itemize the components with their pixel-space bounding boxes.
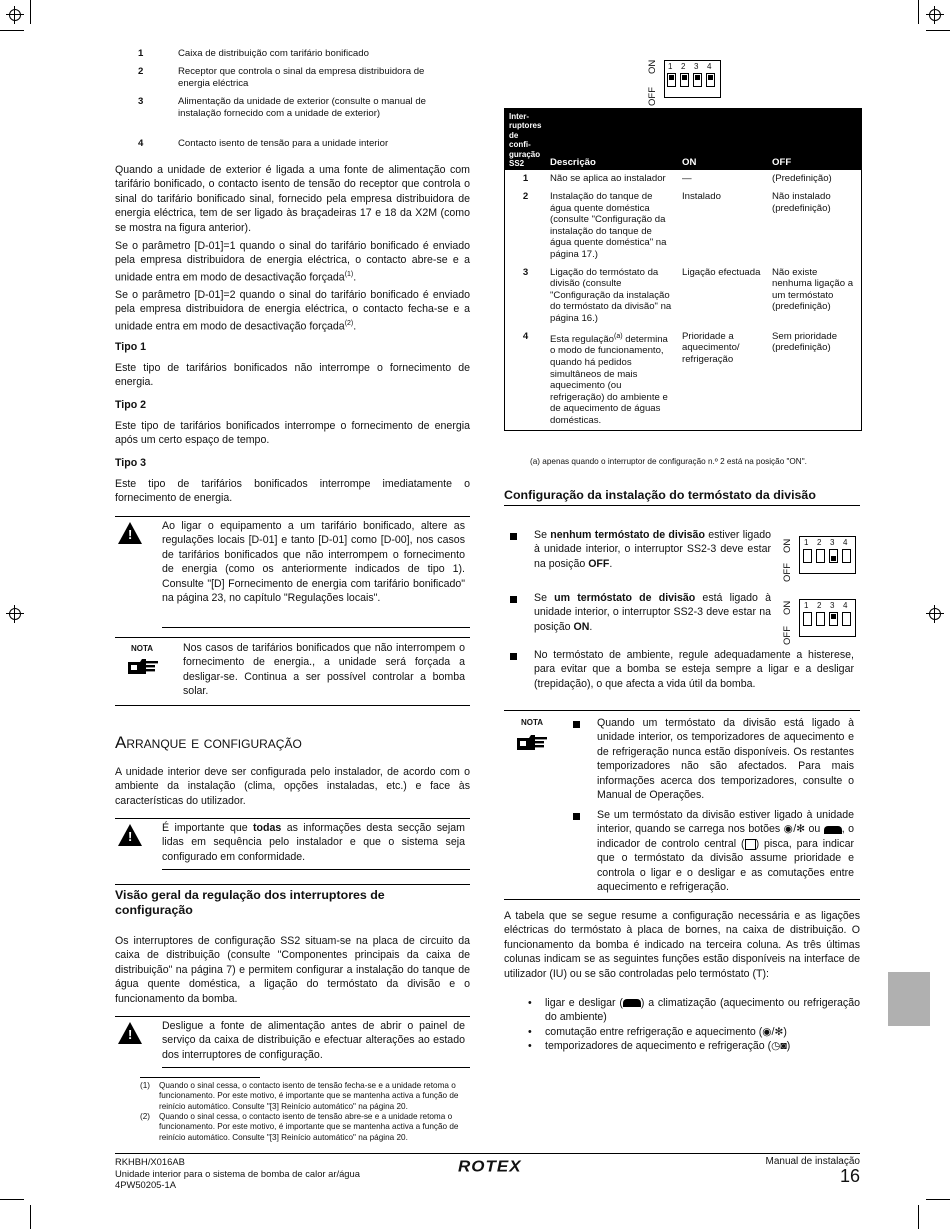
table-cell: Instalado — [682, 191, 721, 203]
list-text: Contacto isento de tensão para a unidade interior — [178, 138, 389, 149]
warning-icon: ! — [118, 824, 142, 846]
switch-number: 1 — [668, 62, 673, 71]
switch-number: 3 — [830, 538, 835, 547]
table-cell: Ligação efectuada — [682, 266, 761, 278]
brand-logo: ROTEX — [458, 1158, 522, 1176]
text-part: temporizadores de aquecimento e refrigeração ( — [545, 1040, 772, 1053]
section-title: Arranque e configuração — [115, 733, 302, 752]
switch-toggle — [816, 549, 825, 563]
list-number: 1 — [138, 48, 144, 59]
divider — [115, 1016, 470, 1017]
footnote-ref: (2) — [344, 319, 354, 327]
nota-text: Nos casos de tarifários bonificados que não interrompem o fornecimento de energia., a unidade será forçada a desligar-se. Continua a ser possível controlar a bomba solar. — [183, 642, 465, 698]
footnote-text: Quando o sinal cessa, o contacto isento de tensão fecha-se e a unidade retoma o funcionamento. Por este motivo, é importante que se mantenha activa a função de reinício automático. Consulte "[3] Reinício automático" na página 20. — [159, 1081, 459, 1111]
table-cell: Prioridade a aquecimento/ refrigeração — [682, 330, 740, 365]
warning-text-bold: todas — [253, 822, 282, 834]
tipo1-text: Este tipo de tarifários bonificados não interrompe o fornecimento de energia. — [115, 362, 470, 389]
divider — [504, 710, 860, 711]
warning-text-part: as informações desta secção sejam lidas em sequência pelo instalador e que o sistema seja configurado em conformidade. — [162, 822, 465, 863]
text-part: . — [609, 557, 613, 570]
list-text: Alimentação da unidade de exterior (consulte o manual de instalação fornecido com a unidade de exterior) — [178, 96, 426, 119]
switch-number: 1 — [804, 538, 809, 547]
paragraph-text: Se o parâmetro [D-01]=1 quando o sinal do tarifário bonificado é enviado pela empresa distribuidora de energia eléctrica, o contacto abre-se e a unidade entra em modo de desactivação forçada — [115, 240, 470, 284]
dip-switch-on-diagram — [799, 599, 856, 637]
table-cell: — — [682, 173, 692, 185]
page-number: 16 — [839, 1166, 860, 1186]
table-cell: Não instalado (predefinição) — [772, 191, 831, 214]
table-cell: Sem prioridade (predefinição) — [772, 330, 838, 354]
chapter-tab-marker — [888, 972, 930, 1026]
nota-label: NOTA — [130, 644, 154, 653]
list-number: 3 — [138, 96, 144, 107]
dip-switch-diagram — [664, 60, 721, 98]
nota-text — [597, 808, 854, 894]
central-control-icon — [745, 839, 756, 850]
footnote-mark: (2) — [140, 1112, 151, 1121]
config-table-wrap — [504, 108, 862, 431]
bullet-dot: • — [528, 997, 532, 1009]
footnote — [140, 1081, 470, 1112]
text-part: . — [589, 620, 593, 633]
text-bold: OFF — [588, 557, 610, 570]
trim-mark — [926, 1199, 950, 1200]
trim-mark — [926, 30, 950, 31]
footnote-ref: (a) — [614, 332, 623, 340]
switch-on-label: ON — [647, 59, 658, 74]
table-header: Inter-ruptores de confi-guração SS2 — [505, 108, 546, 170]
table-row — [505, 328, 861, 430]
cell-text: determina o modo de funcionamento, quando há pedidos simultâneos de mais aquecimento (ou refrigeração) do ambiente e de aquecimento de águas domésticas. — [550, 333, 668, 426]
pointing-hand-icon — [126, 656, 160, 676]
footnote-text: Quando o sinal cessa, o contacto isento de tensão abre-se e a unidade retoma o funcionamento. Por este motivo, é importante que se mantenha activa a função de reinício automático. Consulte "[3] Reinício automático" na página 20. — [159, 1112, 459, 1142]
bullet — [573, 721, 580, 728]
footnote-mark: (1) — [140, 1081, 151, 1090]
bullet-list — [528, 996, 860, 1054]
section-title: Configuração da instalação do termóstato da divisão — [504, 488, 816, 502]
switch-toggle — [816, 612, 825, 626]
text-part: Se — [534, 592, 555, 604]
bullet-text — [534, 591, 771, 634]
warning-icon: ! — [118, 522, 142, 544]
text-part: ) a climatização (aquecimento ou refrigeração do ambiente) — [545, 997, 861, 1024]
bullet — [510, 596, 517, 603]
warning-icon: ! — [118, 1022, 142, 1044]
table-header: Descrição — [546, 108, 678, 170]
divider — [162, 869, 470, 870]
table-cell: 2 — [522, 191, 529, 203]
switch-number: 3 — [694, 62, 699, 71]
pointing-hand-icon — [515, 732, 549, 752]
list-text: Caixa de distribuição com tarifário bonificado — [178, 48, 369, 59]
text-part: ou — [805, 823, 824, 836]
divider — [115, 637, 470, 638]
switch-toggle — [842, 612, 851, 626]
switch-toggle — [803, 549, 812, 563]
timer-icon: ◷◙ — [771, 1040, 787, 1053]
footer-manual: Manual de instalação — [765, 1156, 860, 1167]
bullet — [510, 653, 517, 660]
text-part: ) — [786, 1040, 791, 1053]
switch-toggle — [842, 549, 851, 563]
table-cell: Ligação do termóstato da divisão (consulte "Configuração da instalação do termóstato da divisão" na página 16.) — [550, 266, 672, 324]
text-bold: nenhum termóstato de divisão — [550, 529, 705, 541]
table-cell: Não existe nenhuma ligação a um termóstato (predefinição) — [772, 266, 854, 313]
on-off-button-icon — [824, 826, 842, 834]
text-part: Se um termóstato da divisão estiver ligado à unidade interior, quando se carrega nos botões — [597, 809, 854, 836]
switch-on-label: ON — [782, 538, 793, 553]
switch-number: 3 — [830, 601, 835, 610]
trim-mark — [0, 1199, 24, 1200]
text-part: ) pisca, para indicar que o termóstato da divisão assume prioridade e controla o ligar e o desligar e as comutações entre aquecimento e refrigeração. — [597, 837, 854, 894]
switch-number: 4 — [843, 538, 848, 547]
switch-toggle-ss2-3 — [829, 549, 838, 563]
trim-mark — [0, 30, 24, 31]
divider — [162, 1067, 470, 1068]
table-footnote: (a) apenas quando o interruptor de configuração n.º 2 está na posição "ON". — [530, 457, 807, 466]
divider — [115, 884, 470, 885]
list-item — [528, 1039, 860, 1053]
registration-mark-top-left — [6, 6, 24, 24]
table-header: OFF — [768, 108, 861, 170]
warning-text-part: É importante que — [162, 822, 254, 834]
tipo2-title: Tipo 2 — [115, 399, 147, 411]
warning-text: Desligue a fonte de alimentação antes de abrir o painel de serviço da caixa de distribuição e efectuar alterações ao estado dos interruptores de configuração. — [162, 1020, 465, 1061]
table-cell: 1 — [522, 173, 529, 185]
table-cell: (Predefinição) — [772, 173, 832, 185]
text-part: comutação entre refrigeração e aquecimento ( — [545, 1025, 763, 1038]
legend-list — [138, 48, 458, 152]
paragraph-text: Se o parâmetro [D-01]=2 quando o sinal do tarifário bonificado é enviado pela empresa distribuidora de energia eléctrica, o contacto fecha-se e a unidade entra em modo de desactivação forçada — [115, 289, 470, 333]
list-item — [528, 996, 860, 1025]
table-cell: Instalação do tanque de água quente doméstica (consulte "Configuração da instalação do tanque de água quente doméstica" na página 17.) — [550, 191, 667, 260]
warning-text — [162, 821, 465, 864]
trim-mark — [918, 0, 919, 24]
bullet — [510, 533, 517, 540]
text-bold: um termóstato de divisão — [554, 592, 696, 604]
switch-number: 4 — [843, 601, 848, 610]
table-cell: Não se aplica ao instalador — [550, 173, 666, 185]
paragraph: Os interruptores de configuração SS2 situam-se na placa de circuito da caixa de distribuição (consulte "Componentes principais da caixa de distribuição" na página 7) e permitem configurar a instalação do tanque de água quente doméstica, a ligação do termóstato da divisão e o funcionamento da bomba. — [115, 935, 470, 1005]
divider — [115, 516, 470, 517]
tipo3-title: Tipo 3 — [115, 457, 147, 469]
list-item — [138, 66, 458, 96]
heat-cool-icon: ◉/✻ — [783, 823, 806, 836]
trim-mark — [30, 1205, 31, 1229]
footer-docnum: 4PW50205-1A — [115, 1179, 176, 1191]
table-cell: 4 — [522, 330, 529, 342]
switch-number: 2 — [817, 601, 822, 610]
trim-mark — [918, 1205, 919, 1229]
switch-number: 1 — [804, 601, 809, 610]
dip-switch-off-diagram — [799, 536, 856, 574]
bullet — [573, 813, 580, 820]
list-item — [138, 48, 458, 66]
list-item — [528, 1025, 860, 1039]
footer-divider — [115, 1153, 860, 1154]
config-table — [505, 108, 861, 430]
heat-cool-icon: ◉/✻ — [762, 1025, 784, 1038]
switch-toggle — [667, 73, 676, 87]
switch-number: 4 — [707, 62, 712, 71]
footer-code: RKHBH/X016AB — [115, 1156, 185, 1167]
nota-label: NOTA — [520, 718, 544, 727]
paragraph: A tabela que se segue resume a configuração necessária e as ligações eléctricas do termóstato à placa de bornes, na caixa de distribuição. O funcionamento da bomba é indicado na terceira coluna. As três últimas colunas indicam se as seguintes funções estão disponíveis na interface de utilizador (IU) ou se são controladas pelo termóstato (T): — [504, 910, 860, 980]
tipo3-text: Este tipo de tarifários bonificados interrompe imediatamente o fornecimento de energia. — [115, 478, 470, 505]
registration-mark-mid-right — [926, 605, 944, 623]
list-number: 4 — [138, 138, 144, 149]
table-row — [505, 170, 861, 188]
paragraph: Quando a unidade de exterior é ligada a uma fonte de alimentação com tarifário bonificado, o contacto isento de tensão do receptor que controla o sinal do tarifário bonificado sinal, fornecido pela empresa distribuidora de energia eléctrica, tem de ser ligado às braçadeiras 17 e 18 da X2M (como se mostra na figura anterior). — [115, 164, 470, 234]
switch-toggle — [693, 73, 702, 87]
text-bold: ON — [573, 620, 590, 633]
table-header: ON — [678, 108, 768, 170]
divider — [115, 818, 470, 819]
divider — [162, 627, 470, 628]
list-text: Receptor que controla o sinal da empresa distribuidora de energia eléctrica — [178, 66, 425, 89]
table-cell — [546, 328, 678, 430]
paragraph: A unidade interior deve ser configurada pelo instalador, de acordo com o ambiente da instalação (clima, opções instaladas, etc.) e face às características do utilizador. — [115, 766, 470, 807]
text-part: estiver ligado à unidade interior, o interruptor SS2-3 deve estar na posição — [534, 529, 771, 570]
warning-text: Ao ligar o equipamento a um tarifário bonificado, altere as regulações locais [D-01] e tanto [D-01] como [D-00], nos casos de tarifários bonificados que não interrompem o fornecimento de energia (como os anteriormente indicados de tipo 1). Consulte "[D] Fornecimento de energia com tarifário bonificado" na página 23, no capítulo "Regulações locais". — [162, 520, 465, 605]
footer-product: Unidade interior para o sistema de bomba de calor ar/água — [115, 1167, 360, 1179]
bullet-dot: • — [528, 1040, 532, 1053]
switch-off-label: OFF — [647, 87, 658, 106]
table-cell: 3 — [522, 266, 529, 278]
paragraph: Se o parâmetro [D-01]=1 quando o sinal do tarifário bonificado é enviado pela empresa distribuidora de energia eléctrica, o contacto abre-se e a unidade entra em modo de desactivação forçada$^{(1)}$. — [115, 240, 470, 284]
text-part: ligar e desligar ( — [545, 997, 623, 1009]
registration-mark-top-right — [926, 6, 944, 24]
text-part: Se — [534, 529, 551, 541]
nota-text: Quando um termóstato da divisão está ligado à unidade interior, os temporizadores de aquecimento e de refrigeração nunca estão disponíveis. Os restantes temporizadores não são afectados. Para mais informações acerca dos temporizadores, consulte o Manual de Operações. — [597, 717, 854, 802]
switch-number: 2 — [681, 62, 686, 71]
divider — [115, 705, 470, 706]
tipo1-title: Tipo 1 — [115, 341, 147, 353]
table-row — [505, 188, 861, 264]
list-number: 2 — [138, 66, 144, 77]
list-item — [138, 138, 458, 152]
bullet-text: No termóstato de ambiente, regule adequadamente a histerese, para evitar que a bomba se esteja sempre a ligar e a desligar (trepidação), o que afecta a vida útil da bomba. — [534, 649, 854, 690]
switch-toggle-ss2-3 — [829, 612, 838, 626]
tipo2-text: Este tipo de tarifários bonificados interrompe o fornecimento de energia após um certo espaço de tempo. — [115, 420, 470, 447]
switch-off-label: OFF — [782, 563, 793, 582]
text-part: está ligado à unidade interior, o interruptor SS2-3 deve estar na posição — [534, 592, 771, 633]
bullet-dot: • — [528, 1025, 532, 1038]
text-part: , o indicador de controlo central ( — [597, 823, 855, 850]
switch-on-label: ON — [782, 600, 793, 615]
list-item — [138, 96, 458, 138]
trim-mark — [30, 0, 31, 24]
footnote-divider — [140, 1077, 260, 1078]
footer-left — [115, 1156, 360, 1191]
footnote — [140, 1112, 470, 1143]
cell-text: Esta regulação — [550, 333, 614, 345]
on-off-button-icon — [623, 999, 641, 1007]
switch-toggle — [803, 612, 812, 626]
divider — [504, 899, 860, 900]
switch-number: 2 — [817, 538, 822, 547]
divider — [504, 505, 860, 506]
footnote-ref: (1) — [344, 270, 354, 278]
table-row — [505, 264, 861, 328]
switch-toggle — [680, 73, 689, 87]
text-part: ) — [783, 1025, 787, 1038]
table-header-row — [505, 108, 861, 170]
paragraph: Se o parâmetro [D-01]=2 quando o sinal do tarifário bonificado é enviado pela empresa distribuidora de energia eléctrica, o contacto fecha-se e a unidade entra em modo de desactivação forçada$^{(2)}$. — [115, 289, 470, 333]
switch-toggle — [706, 73, 715, 87]
switch-off-label: OFF — [782, 626, 793, 645]
subsection-title: Visão geral da regulação dos interruptores de configuração — [115, 888, 385, 917]
bullet-text — [534, 528, 771, 571]
registration-mark-mid-left — [6, 605, 24, 623]
